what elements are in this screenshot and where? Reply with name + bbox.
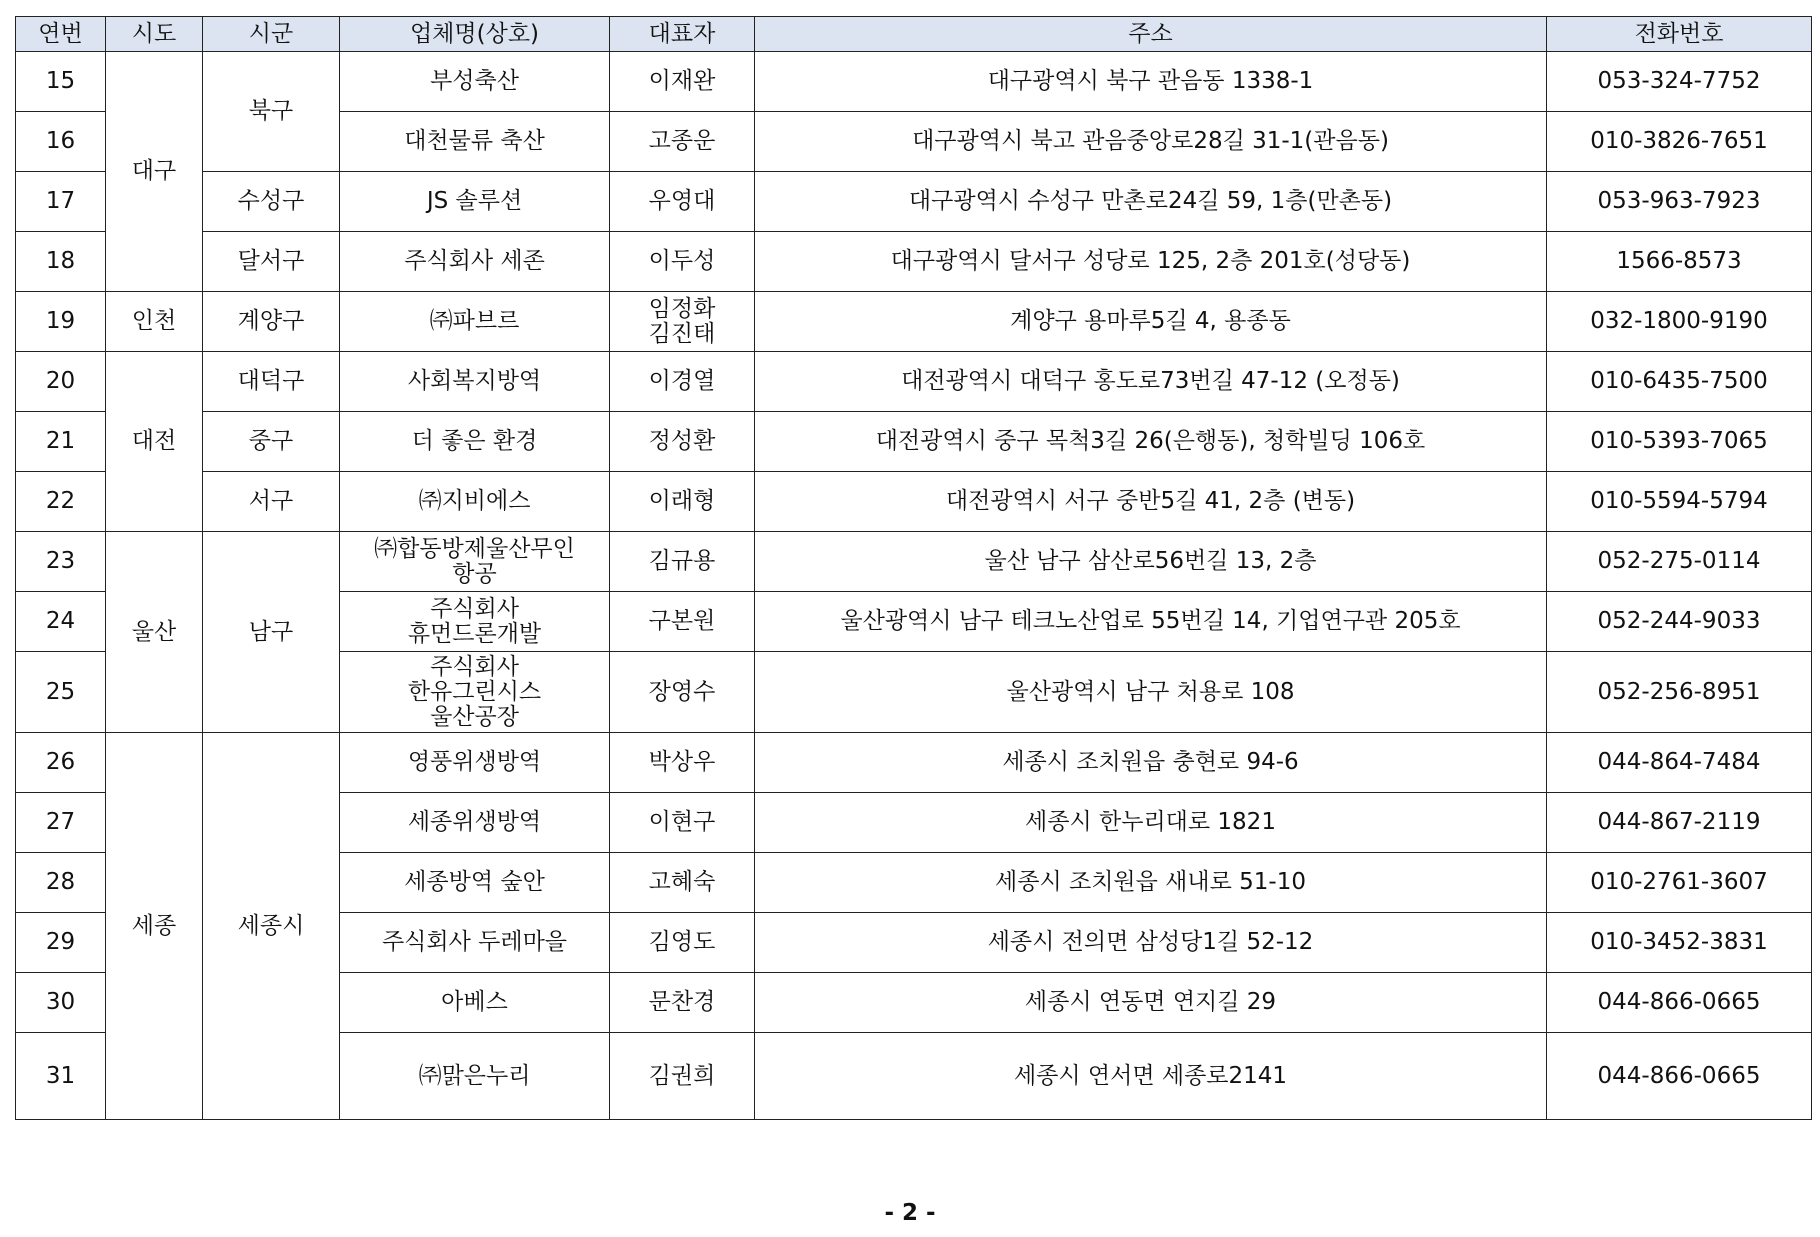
company-name: 아베스 [340, 973, 610, 1033]
table-row [16, 172, 1812, 232]
company-name: 주식회사 세존 [340, 232, 610, 292]
phone-number: 032-1800-9190 [1547, 292, 1812, 352]
table-row [16, 232, 1812, 292]
district-cell: 남구 [203, 532, 340, 733]
representative: 이래형 [610, 472, 755, 532]
address: 대전광역시 대덕구 홍도로73번길 47-12 (오정동) [755, 352, 1547, 412]
row-number: 30 [16, 973, 106, 1033]
representative-line: 김진태 [648, 320, 716, 347]
representative: 김권희 [610, 1033, 755, 1120]
district-cell: 대덕구 [203, 352, 340, 412]
phone-number: 044-864-7484 [1547, 733, 1812, 793]
address: 세종시 연서면 세종로2141 [755, 1033, 1547, 1120]
table-header-row [16, 17, 1812, 52]
address: 대구광역시 수성구 만촌로24길 59, 1층(만촌동) [755, 172, 1547, 232]
representative: 고혜숙 [610, 853, 755, 913]
representative: 이재완 [610, 52, 755, 112]
phone-number: 044-867-2119 [1547, 793, 1812, 853]
company-name [340, 532, 610, 592]
company-name: 사회복지방역 [340, 352, 610, 412]
company-name-line: 항공 [452, 560, 497, 587]
address: 대전광역시 중구 목척3길 26(은행동), 청학빌딩 106호 [755, 412, 1547, 472]
representative: 정성환 [610, 412, 755, 472]
table-row [16, 352, 1812, 412]
address: 세종시 전의면 삼성당1길 52-12 [755, 913, 1547, 973]
district-cell: 세종시 [203, 733, 340, 1120]
phone-number: 010-3452-3831 [1547, 913, 1812, 973]
address: 세종시 연동면 연지길 29 [755, 973, 1547, 1033]
company-name: 세종방역 숲안 [340, 853, 610, 913]
phone-number: 1566-8573 [1547, 232, 1812, 292]
representative [610, 292, 755, 352]
representative: 이경열 [610, 352, 755, 412]
company-name: 세종위생방역 [340, 793, 610, 853]
header-sido: 시도 [106, 17, 203, 52]
city-cell: 울산 [106, 532, 203, 733]
row-number: 21 [16, 412, 106, 472]
representative: 이현구 [610, 793, 755, 853]
address: 세종시 한누리대로 1821 [755, 793, 1547, 853]
representative: 이두성 [610, 232, 755, 292]
city-cell: 대전 [106, 352, 203, 532]
address: 울산광역시 남구 처용로 108 [755, 652, 1547, 733]
city-cell: 인천 [106, 292, 203, 352]
company-name: 대천물류 축산 [340, 112, 610, 172]
header-phone: 전화번호 [1547, 17, 1812, 52]
address: 대구광역시 북고 관음중앙로28길 31-1(관음동) [755, 112, 1547, 172]
company-name: 더 좋은 환경 [340, 412, 610, 472]
row-number: 26 [16, 733, 106, 793]
phone-number: 010-6435-7500 [1547, 352, 1812, 412]
header-address: 주소 [755, 17, 1547, 52]
table-row [16, 472, 1812, 532]
header-sigun: 시군 [203, 17, 340, 52]
header-no: 연번 [16, 17, 106, 52]
address: 세종시 조치원읍 새내로 51-10 [755, 853, 1547, 913]
phone-number: 052-275-0114 [1547, 532, 1812, 592]
representative: 장영수 [610, 652, 755, 733]
representative: 우영대 [610, 172, 755, 232]
row-number: 19 [16, 292, 106, 352]
phone-number: 052-244-9033 [1547, 592, 1812, 652]
district-cell: 수성구 [203, 172, 340, 232]
representative: 김영도 [610, 913, 755, 973]
row-number: 25 [16, 652, 106, 733]
address: 울산 남구 삼산로56번길 13, 2층 [755, 532, 1547, 592]
phone-number: 010-3826-7651 [1547, 112, 1812, 172]
representative: 구본원 [610, 592, 755, 652]
company-name: ㈜파브르 [340, 292, 610, 352]
representative: 고종운 [610, 112, 755, 172]
row-number: 27 [16, 793, 106, 853]
row-number: 24 [16, 592, 106, 652]
company-name-line: 울산공장 [430, 703, 519, 730]
phone-number: 010-5393-7065 [1547, 412, 1812, 472]
phone-number: 052-256-8951 [1547, 652, 1812, 733]
representative: 김규용 [610, 532, 755, 592]
company-name: 영풍위생방역 [340, 733, 610, 793]
row-number: 20 [16, 352, 106, 412]
address: 대전광역시 서구 중반5길 41, 2층 (변동) [755, 472, 1547, 532]
company-name: 주식회사 두레마을 [340, 913, 610, 973]
company-name [340, 652, 610, 733]
district-cell: 북구 [203, 52, 340, 172]
address: 대구광역시 북구 관음동 1338-1 [755, 52, 1547, 112]
row-number: 31 [16, 1033, 106, 1120]
district-cell: 중구 [203, 412, 340, 472]
table-row [16, 532, 1812, 592]
company-name: ㈜지비에스 [340, 472, 610, 532]
phone-number: 053-324-7752 [1547, 52, 1812, 112]
row-number: 22 [16, 472, 106, 532]
row-number: 18 [16, 232, 106, 292]
company-name-line: 주식회사 [430, 653, 519, 680]
address: 계양구 용마루5길 4, 용종동 [755, 292, 1547, 352]
company-name-line: 주식회사 [430, 595, 519, 622]
table-row [16, 52, 1812, 112]
city-cell: 세종 [106, 733, 203, 1120]
representative-line: 임정화 [648, 295, 716, 322]
district-cell: 달서구 [203, 232, 340, 292]
company-name-line: 한유그린시스 [407, 678, 542, 705]
representative: 박상우 [610, 733, 755, 793]
table-row [16, 412, 1812, 472]
phone-number: 010-5594-5794 [1547, 472, 1812, 532]
city-cell: 대구 [106, 52, 203, 292]
address: 세종시 조치원읍 충현로 94-6 [755, 733, 1547, 793]
business-registry-table [15, 16, 1812, 1120]
representative: 문찬경 [610, 973, 755, 1033]
table-row [16, 733, 1812, 793]
phone-number: 044-866-0665 [1547, 973, 1812, 1033]
row-number: 16 [16, 112, 106, 172]
phone-number: 044-866-0665 [1547, 1033, 1812, 1120]
header-representative: 대표자 [610, 17, 755, 52]
company-name: 부성축산 [340, 52, 610, 112]
row-number: 29 [16, 913, 106, 973]
page-number: - 2 - [884, 1200, 936, 1226]
company-name-line: 휴먼드론개발 [407, 620, 542, 647]
phone-number: 053-963-7923 [1547, 172, 1812, 232]
district-cell: 서구 [203, 472, 340, 532]
row-number: 28 [16, 853, 106, 913]
company-name: ㈜맑은누리 [340, 1033, 610, 1120]
table-row [16, 292, 1812, 352]
company-name [340, 592, 610, 652]
row-number: 17 [16, 172, 106, 232]
header-company: 업체명(상호) [340, 17, 610, 52]
address: 대구광역시 달서구 성당로 125, 2층 201호(성당동) [755, 232, 1547, 292]
row-number: 15 [16, 52, 106, 112]
address: 울산광역시 남구 테크노산업로 55번길 14, 기업연구관 205호 [755, 592, 1547, 652]
row-number: 23 [16, 532, 106, 592]
company-name-line: ㈜합동방제울산무인 [374, 535, 575, 562]
company-name: JS 솔루션 [340, 172, 610, 232]
phone-number: 010-2761-3607 [1547, 853, 1812, 913]
district-cell: 계양구 [203, 292, 340, 352]
